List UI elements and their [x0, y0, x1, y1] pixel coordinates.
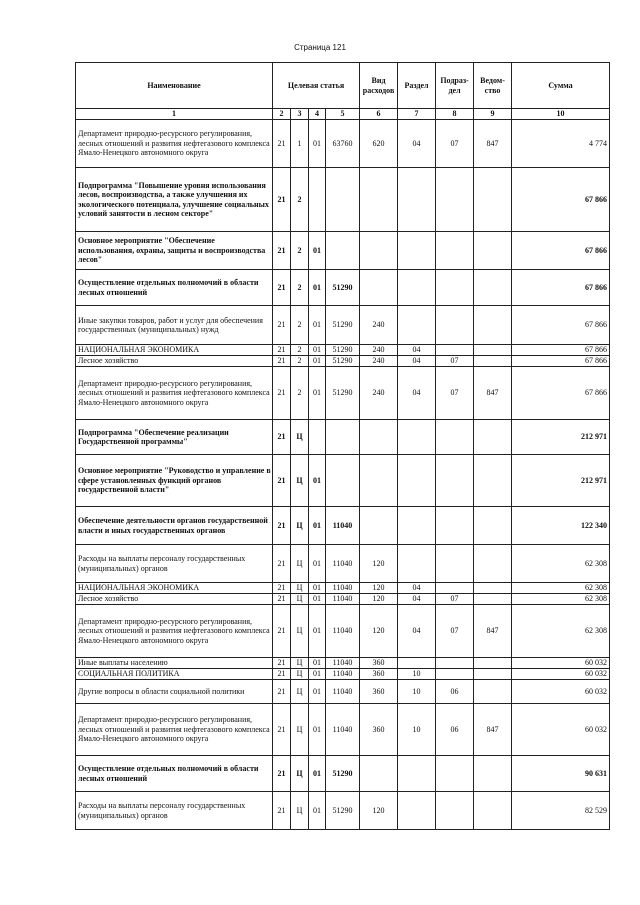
row-code-2: 2: [291, 356, 309, 367]
row-code-2: Ц: [291, 704, 309, 756]
row-code-1: 21: [273, 270, 291, 306]
row-podrazdel: [436, 658, 474, 669]
row-razdel: 04: [398, 594, 436, 605]
header-razdel: Раздел: [398, 63, 436, 109]
table-row: [76, 792, 610, 830]
row-code-2: 2: [291, 168, 309, 232]
row-razdel: [398, 545, 436, 583]
row-code-1: 21: [273, 605, 291, 658]
row-vedomstvo: [474, 545, 512, 583]
row-code-4: [326, 420, 360, 455]
row-code-2: Ц: [291, 507, 309, 545]
row-code-2: Ц: [291, 680, 309, 704]
row-name: Основное мероприятие "Обеспечение использования, охраны, защиты и воспроизводства лесов": [76, 232, 273, 270]
row-code-4: 51290: [326, 306, 360, 345]
row-code-4: 51290: [326, 756, 360, 792]
row-code-4: 63760: [326, 120, 360, 168]
row-name: Осуществление отдельных полномочий в области лесных отношений: [76, 756, 273, 792]
row-vid: [360, 168, 398, 232]
row-code-2: Ц: [291, 792, 309, 830]
row-code-4: [326, 232, 360, 270]
row-sum: 62 308: [512, 545, 610, 583]
row-sum: 212 971: [512, 455, 610, 507]
header-target: Целевая статья: [273, 63, 360, 109]
row-vedomstvo: 847: [474, 704, 512, 756]
row-podrazdel: [436, 232, 474, 270]
row-vid: [360, 507, 398, 545]
row-vid: 240: [360, 367, 398, 420]
col-number: 9: [474, 109, 512, 120]
numbering-row: [76, 109, 610, 120]
row-name: Департамент природно-ресурсного регулирования, лесных отношений и развития нефтегазового комплекса Ямало-Ненецкого автономного округа: [76, 120, 273, 168]
row-name: НАЦИОНАЛЬНАЯ ЭКОНОМИКА: [76, 583, 273, 594]
header-podrazdel: Подраз-дел: [436, 63, 474, 109]
row-code-1: 21: [273, 367, 291, 420]
row-code-3: 01: [309, 658, 326, 669]
header-summa: Сумма: [512, 63, 610, 109]
row-razdel: [398, 232, 436, 270]
table-row: [76, 232, 610, 270]
row-name: Лесное хозяйство: [76, 356, 273, 367]
row-vid: [360, 270, 398, 306]
row-vid: 120: [360, 583, 398, 594]
row-podrazdel: [436, 306, 474, 345]
row-code-3: 01: [309, 545, 326, 583]
row-razdel: 04: [398, 345, 436, 356]
table-row: [76, 168, 610, 232]
row-podrazdel: [436, 168, 474, 232]
row-code-3: 01: [309, 232, 326, 270]
row-code-1: 21: [273, 306, 291, 345]
row-code-3: [309, 420, 326, 455]
row-name: Осуществление отдельных полномочий в области лесных отношений: [76, 270, 273, 306]
header-name: Наименование: [76, 63, 273, 109]
row-sum: 67 866: [512, 345, 610, 356]
row-code-4: 11040: [326, 680, 360, 704]
table-row: [76, 306, 610, 345]
row-code-4: 51290: [326, 367, 360, 420]
row-vedomstvo: [474, 669, 512, 680]
row-vedomstvo: [474, 420, 512, 455]
row-code-3: 01: [309, 455, 326, 507]
row-podrazdel: 07: [436, 367, 474, 420]
row-vedomstvo: 847: [474, 367, 512, 420]
col-number: 1: [76, 109, 273, 120]
row-razdel: [398, 306, 436, 345]
row-code-1: 21: [273, 545, 291, 583]
row-code-3: 01: [309, 605, 326, 658]
row-sum: 67 866: [512, 367, 610, 420]
row-code-1: 21: [273, 356, 291, 367]
row-code-1: 21: [273, 420, 291, 455]
row-podrazdel: [436, 756, 474, 792]
row-name: Другие вопросы в области социальной политики: [76, 680, 273, 704]
row-vid: 120: [360, 605, 398, 658]
row-razdel: [398, 507, 436, 545]
row-vid: 360: [360, 658, 398, 669]
row-code-3: 01: [309, 306, 326, 345]
row-razdel: 10: [398, 680, 436, 704]
row-name: Обеспечение деятельности органов государственной власти и иных государственных органов: [76, 507, 273, 545]
row-sum: 67 866: [512, 306, 610, 345]
row-code-3: 01: [309, 669, 326, 680]
row-vedomstvo: [474, 507, 512, 545]
table-row: [76, 545, 610, 583]
row-podrazdel: [436, 420, 474, 455]
row-code-4: 11040: [326, 605, 360, 658]
row-code-2: 2: [291, 306, 309, 345]
row-vid: [360, 232, 398, 270]
row-vedomstvo: [474, 356, 512, 367]
row-razdel: [398, 658, 436, 669]
row-podrazdel: 07: [436, 594, 474, 605]
row-vid: [360, 756, 398, 792]
table-row: [76, 605, 610, 658]
row-code-4: 51290: [326, 345, 360, 356]
table-row: [76, 367, 610, 420]
row-name: Расходы на выплаты персоналу государственных (муниципальных) органов: [76, 792, 273, 830]
row-code-2: 2: [291, 270, 309, 306]
row-sum: 60 032: [512, 704, 610, 756]
row-code-1: 21: [273, 756, 291, 792]
row-code-3: 01: [309, 507, 326, 545]
row-sum: 60 032: [512, 669, 610, 680]
row-vid: [360, 455, 398, 507]
row-razdel: [398, 756, 436, 792]
row-sum: 60 032: [512, 680, 610, 704]
row-sum: 67 866: [512, 168, 610, 232]
row-code-2: Ц: [291, 669, 309, 680]
row-code-4: 11040: [326, 507, 360, 545]
row-code-1: 21: [273, 594, 291, 605]
row-vid: 620: [360, 120, 398, 168]
page-label: Страница 121: [294, 43, 346, 52]
row-vedomstvo: [474, 792, 512, 830]
row-code-1: 21: [273, 120, 291, 168]
table-row: [76, 420, 610, 455]
row-vedomstvo: 847: [474, 605, 512, 658]
row-code-4: 11040: [326, 583, 360, 594]
table-row: [76, 669, 610, 680]
row-code-4: 11040: [326, 594, 360, 605]
row-code-2: Ц: [291, 545, 309, 583]
row-code-4: 11040: [326, 669, 360, 680]
row-podrazdel: 07: [436, 356, 474, 367]
col-number: 10: [512, 109, 610, 120]
table-row: [76, 345, 610, 356]
row-code-2: Ц: [291, 756, 309, 792]
row-vedomstvo: [474, 270, 512, 306]
row-razdel: 10: [398, 704, 436, 756]
table-row: [76, 583, 610, 594]
row-sum: 62 308: [512, 605, 610, 658]
row-code-3: 01: [309, 120, 326, 168]
col-number: 6: [360, 109, 398, 120]
row-code-3: 01: [309, 792, 326, 830]
row-code-1: 21: [273, 345, 291, 356]
row-code-4: 11040: [326, 704, 360, 756]
row-vedomstvo: [474, 455, 512, 507]
row-sum: 122 340: [512, 507, 610, 545]
row-sum: 82 529: [512, 792, 610, 830]
row-vid: 120: [360, 594, 398, 605]
row-name: Департамент природно-ресурсного регулирования, лесных отношений и развития нефтегазового комплекса Ямало-Ненецкого автономного округа: [76, 367, 273, 420]
row-sum: 67 866: [512, 232, 610, 270]
row-code-1: 21: [273, 669, 291, 680]
row-code-2: Ц: [291, 455, 309, 507]
row-code-1: 21: [273, 507, 291, 545]
row-code-4: 51290: [326, 792, 360, 830]
row-code-1: 21: [273, 792, 291, 830]
table-row: [76, 756, 610, 792]
row-code-3: 01: [309, 345, 326, 356]
row-razdel: 04: [398, 356, 436, 367]
row-vedomstvo: [474, 594, 512, 605]
row-name: Основное мероприятие "Руководство и управление в сфере установленных функций органов государственной власти": [76, 455, 273, 507]
table-row: [76, 507, 610, 545]
row-vid: 360: [360, 680, 398, 704]
row-name: Подпрограмма "Повышение уровня использования лесов, воспроизводства, а также улучшения их экологического потенциала, улучшение социальных условий занятости в лесном секторе": [76, 168, 273, 232]
row-podrazdel: 07: [436, 605, 474, 658]
row-vedomstvo: [474, 658, 512, 669]
row-code-2: Ц: [291, 658, 309, 669]
row-name: СОЦИАЛЬНАЯ ПОЛИТИКА: [76, 669, 273, 680]
row-code-1: 21: [273, 232, 291, 270]
table-row: [76, 356, 610, 367]
row-code-1: 21: [273, 168, 291, 232]
row-vid: 120: [360, 545, 398, 583]
col-number: 8: [436, 109, 474, 120]
row-razdel: [398, 270, 436, 306]
row-sum: 62 308: [512, 594, 610, 605]
row-code-2: Ц: [291, 420, 309, 455]
row-code-2: 1: [291, 120, 309, 168]
row-code-3: 01: [309, 583, 326, 594]
row-razdel: [398, 455, 436, 507]
row-code-2: 2: [291, 232, 309, 270]
col-number: 3: [291, 109, 309, 120]
row-vedomstvo: [474, 345, 512, 356]
row-vedomstvo: [474, 306, 512, 345]
row-podrazdel: [436, 455, 474, 507]
row-code-3: 01: [309, 356, 326, 367]
table-row: [76, 704, 610, 756]
row-podrazdel: [436, 583, 474, 594]
row-podrazdel: [436, 792, 474, 830]
row-code-3: [309, 168, 326, 232]
row-vid: 240: [360, 345, 398, 356]
row-vedomstvo: [474, 232, 512, 270]
row-sum: 212 971: [512, 420, 610, 455]
row-name: Подпрограмма "Обеспечение реализации Государственной программы": [76, 420, 273, 455]
row-podrazdel: 07: [436, 120, 474, 168]
row-podrazdel: [436, 669, 474, 680]
row-vid: 240: [360, 306, 398, 345]
row-vedomstvo: [474, 168, 512, 232]
row-code-4: 11040: [326, 545, 360, 583]
row-razdel: [398, 420, 436, 455]
row-code-2: Ц: [291, 605, 309, 658]
row-vid: 360: [360, 704, 398, 756]
row-razdel: 10: [398, 669, 436, 680]
header-vedomstvo: Ведом-ство: [474, 63, 512, 109]
header-vid: Вид расходов: [360, 63, 398, 109]
row-code-2: 2: [291, 367, 309, 420]
row-razdel: 04: [398, 367, 436, 420]
row-code-4: [326, 455, 360, 507]
row-vid: [360, 420, 398, 455]
row-podrazdel: [436, 507, 474, 545]
row-code-1: 21: [273, 704, 291, 756]
row-code-4: 51290: [326, 356, 360, 367]
row-vedomstvo: 847: [474, 120, 512, 168]
row-code-1: 21: [273, 455, 291, 507]
row-vedomstvo: [474, 756, 512, 792]
row-code-1: 21: [273, 583, 291, 594]
row-code-3: 01: [309, 680, 326, 704]
row-vid: 240: [360, 356, 398, 367]
row-podrazdel: 06: [436, 680, 474, 704]
row-code-1: 21: [273, 680, 291, 704]
row-code-3: 01: [309, 756, 326, 792]
row-podrazdel: [436, 270, 474, 306]
budget-table: [75, 62, 610, 830]
row-code-2: Ц: [291, 594, 309, 605]
col-number: 7: [398, 109, 436, 120]
col-number: 4: [309, 109, 326, 120]
row-name: Департамент природно-ресурсного регулирования, лесных отношений и развития нефтегазового комплекса Ямало-Ненецкого автономного округа: [76, 605, 273, 658]
row-name: Иные выплаты населению: [76, 658, 273, 669]
table-row: [76, 455, 610, 507]
row-razdel: [398, 792, 436, 830]
row-code-4: 51290: [326, 270, 360, 306]
row-sum: 62 308: [512, 583, 610, 594]
row-code-3: 01: [309, 270, 326, 306]
table-row: [76, 594, 610, 605]
row-sum: 60 032: [512, 658, 610, 669]
row-razdel: 04: [398, 583, 436, 594]
col-number: 5: [326, 109, 360, 120]
row-sum: 67 866: [512, 270, 610, 306]
row-razdel: 04: [398, 120, 436, 168]
row-vid: 120: [360, 792, 398, 830]
row-code-2: Ц: [291, 583, 309, 594]
row-name: Расходы на выплаты персоналу государственных (муниципальных) органов: [76, 545, 273, 583]
row-name: Лесное хозяйство: [76, 594, 273, 605]
table-row: [76, 658, 610, 669]
header-row: [76, 63, 610, 109]
row-code-3: 01: [309, 367, 326, 420]
row-vedomstvo: [474, 680, 512, 704]
row-name: Департамент природно-ресурсного регулирования, лесных отношений и развития нефтегазового комплекса Ямало-Ненецкого автономного округа: [76, 704, 273, 756]
row-sum: 4 774: [512, 120, 610, 168]
row-vid: 360: [360, 669, 398, 680]
row-podrazdel: 06: [436, 704, 474, 756]
row-code-3: 01: [309, 594, 326, 605]
row-podrazdel: [436, 545, 474, 583]
row-code-1: 21: [273, 658, 291, 669]
row-code-4: 11040: [326, 658, 360, 669]
table-row: [76, 270, 610, 306]
table-row: [76, 120, 610, 168]
row-razdel: 04: [398, 605, 436, 658]
row-podrazdel: [436, 345, 474, 356]
row-name: Иные закупки товаров, работ и услуг для обеспечения государственных (муниципальных) нужд: [76, 306, 273, 345]
row-vedomstvo: [474, 583, 512, 594]
col-number: 2: [273, 109, 291, 120]
row-code-4: [326, 168, 360, 232]
table-row: [76, 680, 610, 704]
row-code-3: 01: [309, 704, 326, 756]
row-code-2: 2: [291, 345, 309, 356]
row-sum: 90 631: [512, 756, 610, 792]
row-razdel: [398, 168, 436, 232]
row-sum: 67 866: [512, 356, 610, 367]
row-name: НАЦИОНАЛЬНАЯ ЭКОНОМИКА: [76, 345, 273, 356]
